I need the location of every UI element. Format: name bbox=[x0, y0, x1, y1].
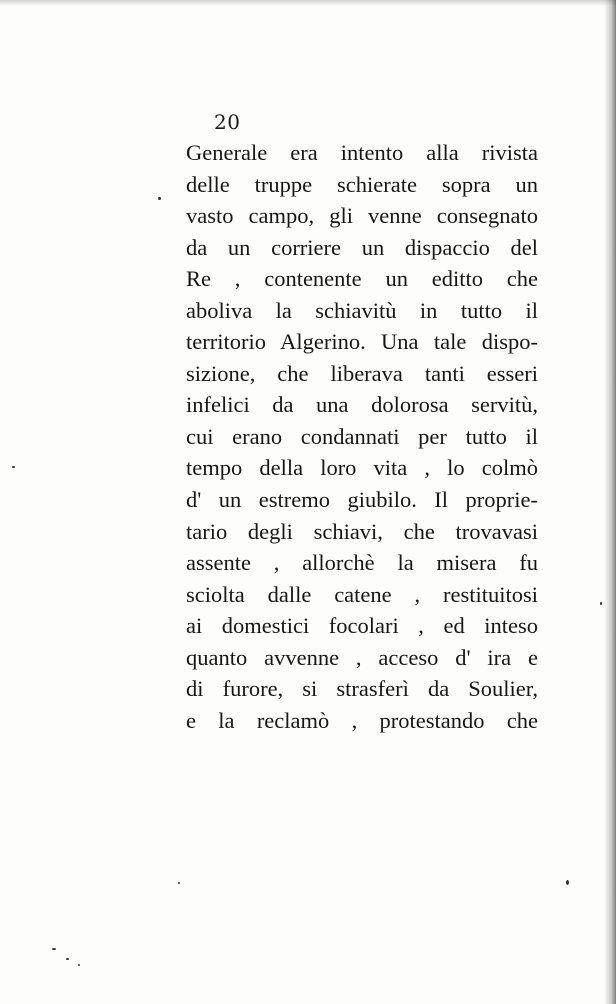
text-line: di furore, si strasferì da Soulier, bbox=[186, 676, 538, 702]
text-line: quanto avvenne , acceso d' ira e bbox=[186, 644, 538, 670]
scan-speck bbox=[566, 880, 569, 885]
scan-speck bbox=[600, 602, 602, 605]
text-line: aboliva la schiavitù in tutto il bbox=[186, 297, 538, 323]
text-line: sciolta dalle catene , restituitosi bbox=[186, 581, 538, 607]
scan-speck bbox=[178, 882, 180, 884]
text-line: territorio Algerino. Una tale dispo- bbox=[186, 329, 538, 355]
page-number: 20 bbox=[214, 110, 241, 134]
text-line: Re , contenente un editto che bbox=[186, 266, 538, 292]
text-line: d' un estremo giubilo. Il proprie- bbox=[186, 487, 538, 513]
scan-top-shadow bbox=[0, 0, 616, 6]
scan-speck bbox=[66, 958, 69, 960]
scan-speck bbox=[158, 197, 161, 200]
text-line: ai domestici focolari , ed inteso bbox=[186, 613, 538, 639]
scan-speck bbox=[78, 964, 80, 966]
text-line: e la reclamò , protestando che bbox=[186, 707, 538, 733]
text-line: Generale era intento alla rivista bbox=[186, 140, 538, 165]
scan-binding-shadow bbox=[604, 0, 616, 1004]
text-line: delle truppe schierate sopra un bbox=[186, 171, 538, 197]
text-line: infelici da una dolorosa servitù, bbox=[186, 392, 538, 418]
text-line: cui erano condannati per tutto il bbox=[186, 423, 538, 449]
scan-speck bbox=[52, 948, 56, 950]
text-line: tempo della loro vita , lo colmò bbox=[186, 455, 538, 481]
scan-speck bbox=[12, 466, 15, 468]
body-text bbox=[186, 137, 538, 736]
text-line: assente , allorchè la misera fu bbox=[186, 550, 538, 576]
text-line: sizione, che liberava tanti esseri bbox=[186, 360, 538, 386]
text-line: da un corriere un dispaccio del bbox=[186, 234, 538, 260]
text-line: vasto campo, gli venne consegnato bbox=[186, 203, 538, 229]
text-line: tario degli schiavi, che trovavasi bbox=[186, 518, 538, 544]
